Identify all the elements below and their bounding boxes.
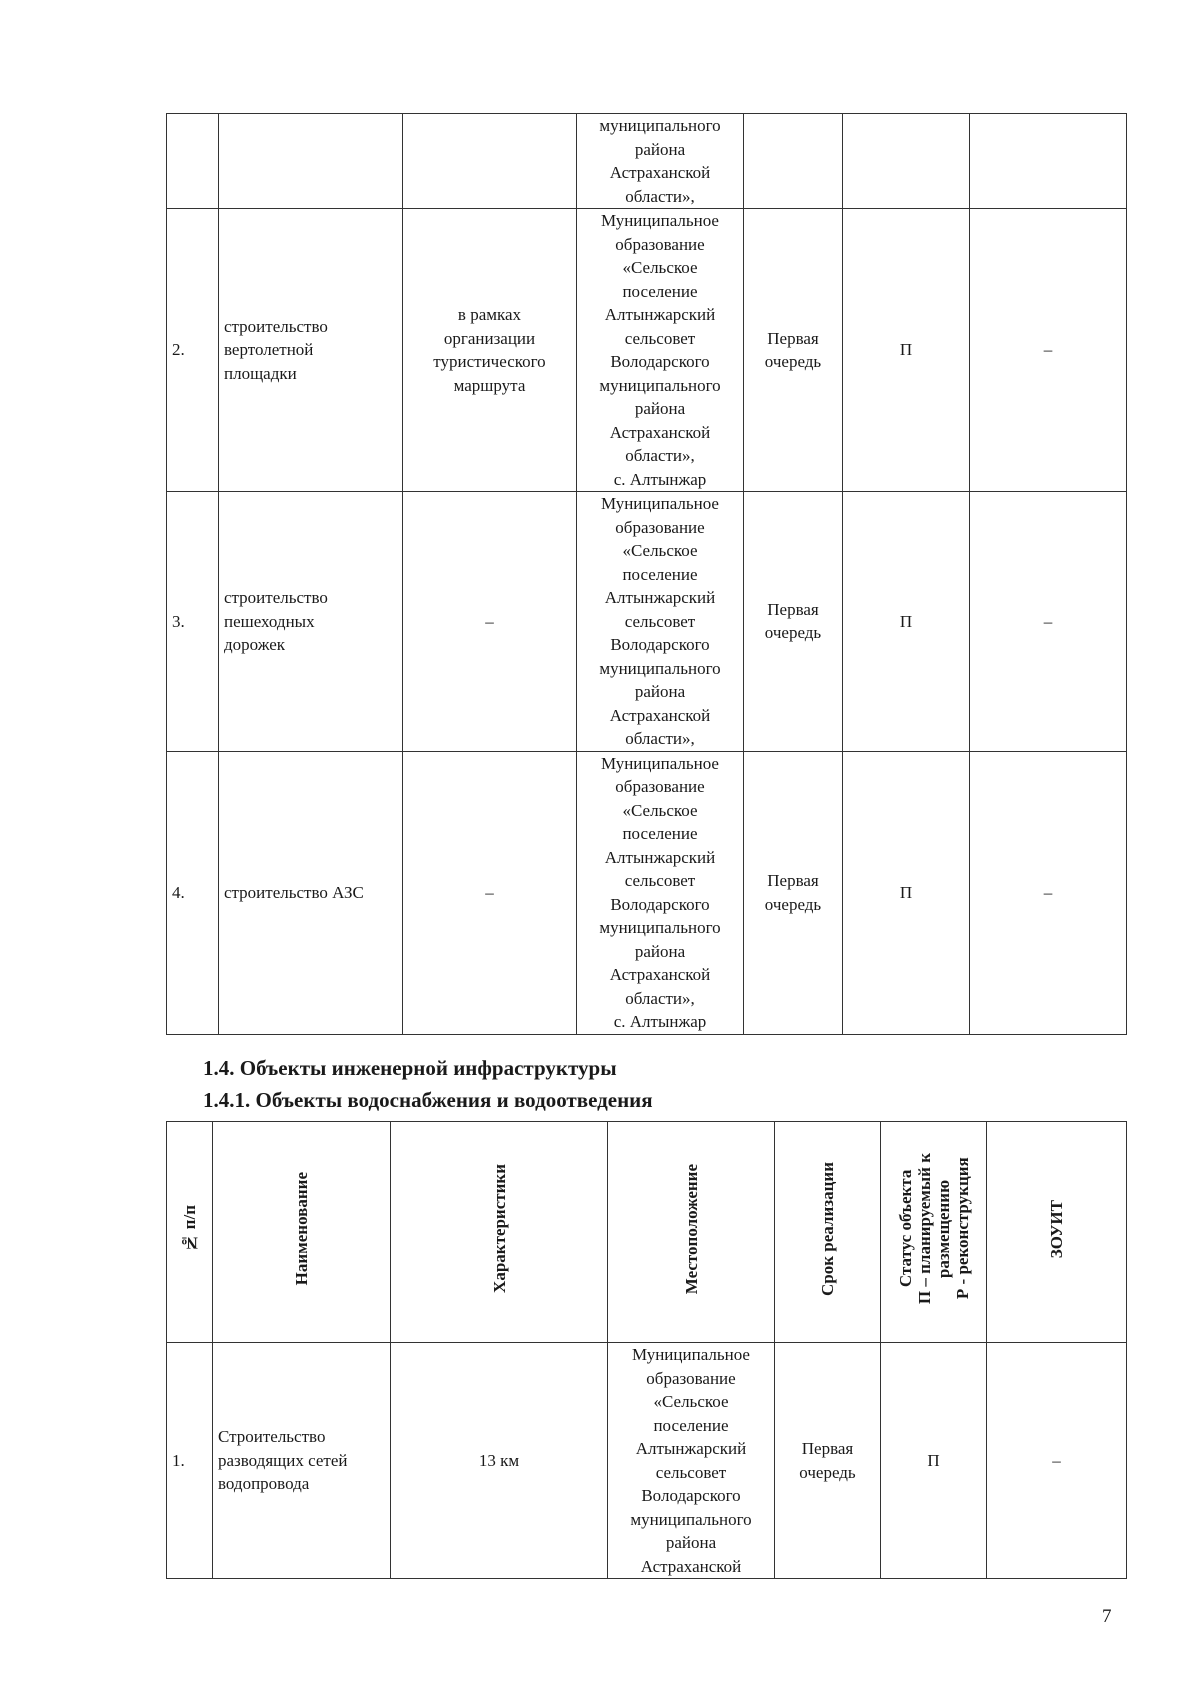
table-row <box>167 114 1127 209</box>
object-name: строительство АЗС <box>219 751 403 1034</box>
row-number: 3. <box>167 492 219 752</box>
header-characteristics: Характеристики <box>391 1122 608 1343</box>
object-name: строительство вертолетной площадки <box>219 209 403 492</box>
zouit-value <box>970 114 1127 209</box>
object-status: П <box>881 1343 987 1579</box>
object-status <box>843 114 970 209</box>
object-location: Муниципальное образование «Сельское поселение Алтынжарский сельсовет Володарского муниципального района Астраханской области», с. Алтынжар <box>577 751 744 1034</box>
water-supply-table <box>166 1121 1127 1579</box>
object-status: П <box>843 492 970 752</box>
row-number <box>167 114 219 209</box>
table-continuation <box>166 113 1127 1035</box>
object-name: Строительство разводящих сетей водопровода <box>213 1343 391 1579</box>
implementation-term <box>744 114 843 209</box>
object-characteristics <box>403 114 577 209</box>
zouit-value: – <box>987 1343 1127 1579</box>
header-term: Срок реализации <box>775 1122 881 1343</box>
header-location: Местоположение <box>608 1122 775 1343</box>
section-heading: 1.4. Объекты инженерной инфраструктуры <box>203 1056 617 1080</box>
table-row <box>167 1343 1127 1579</box>
object-characteristics: – <box>403 751 577 1034</box>
object-location: Муниципальное образование «Сельское поселение Алтынжарский сельсовет Володарского муниципального района Астраханской области», с. Алтынжар <box>577 209 744 492</box>
header-status: Статус объекта П – планируемый к размещению Р - реконструкция <box>881 1122 987 1343</box>
header-number: № п/п <box>167 1122 213 1343</box>
header-name: Наименование <box>213 1122 391 1343</box>
table-row <box>167 209 1127 492</box>
row-number: 2. <box>167 209 219 492</box>
implementation-term: Первая очередь <box>744 209 843 492</box>
header-zouit: ЗОУИТ <box>987 1122 1127 1343</box>
object-location: муниципального района Астраханской области», <box>577 114 744 209</box>
zouit-value: – <box>970 751 1127 1034</box>
object-characteristics: 13 км <box>391 1343 608 1579</box>
implementation-term: Первая очередь <box>775 1343 881 1579</box>
implementation-term: Первая очередь <box>744 751 843 1034</box>
object-characteristics: в рамках организации туристического маршрута <box>403 209 577 492</box>
object-status: П <box>843 209 970 492</box>
subsection-heading: 1.4.1. Объекты водоснабжения и водоотведения <box>203 1088 653 1112</box>
row-number: 4. <box>167 751 219 1034</box>
row-number: 1. <box>167 1343 213 1579</box>
zouit-value: – <box>970 492 1127 752</box>
zouit-value: – <box>970 209 1127 492</box>
object-name <box>219 114 403 209</box>
implementation-term: Первая очередь <box>744 492 843 752</box>
table-row <box>167 492 1127 752</box>
object-status: П <box>843 751 970 1034</box>
page-number: 7 <box>1102 1606 1112 1627</box>
table-row <box>167 751 1127 1034</box>
object-location: Муниципальное образование «Сельское поселение Алтынжарский сельсовет Володарского муниципального района Астраханской <box>608 1343 775 1579</box>
object-characteristics: – <box>403 492 577 752</box>
table-header-row <box>167 1122 1127 1343</box>
object-location: Муниципальное образование «Сельское поселение Алтынжарский сельсовет Володарского муниципального района Астраханской области», <box>577 492 744 752</box>
object-name: строительство пешеходных дорожек <box>219 492 403 752</box>
